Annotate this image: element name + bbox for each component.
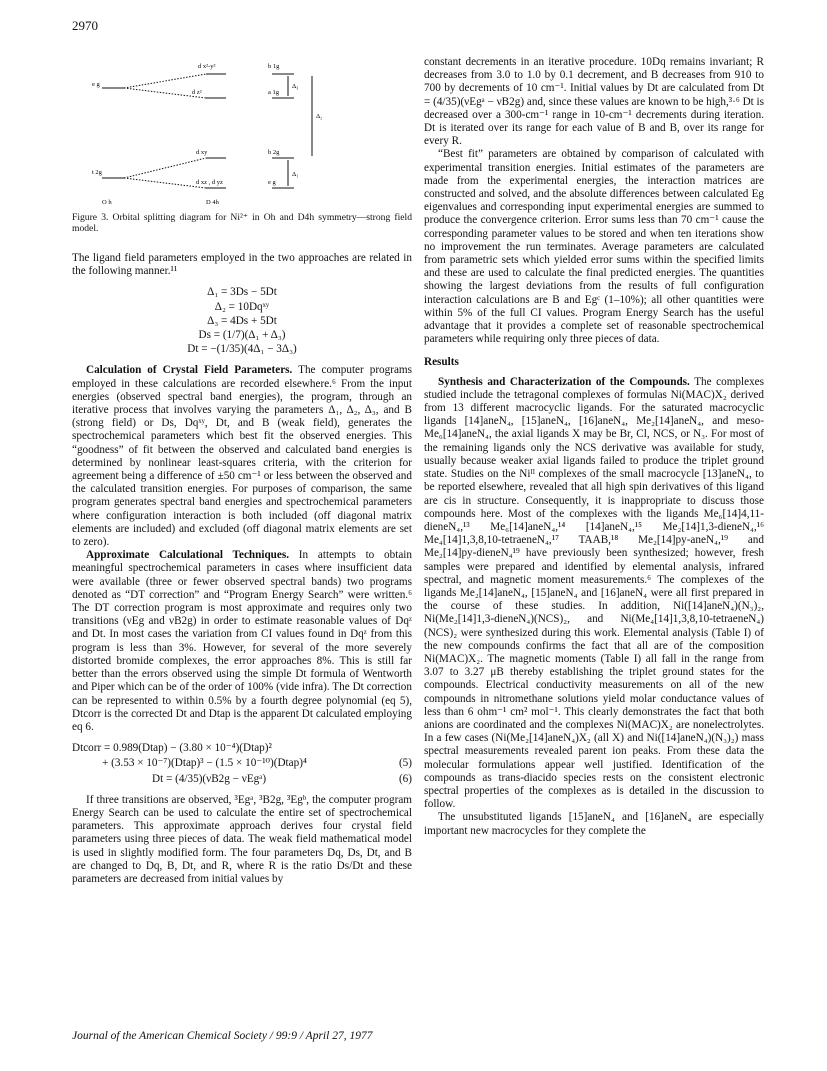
label-x2y2: d x²-y² bbox=[198, 63, 216, 70]
synthesis-body: The complexes studied include the tetragonal complexes of formulas Ni(MAC)X₂ derived from 13 different macrocyclic ligands. For the saturated macrocyclic ligands [14]aneN₄, [15]aneN₄, [16]aneN₄, Me₂[14]aneN₄, and meso-Me₆[14]aneN₄, the axial ligands X may be Br, Cl, NCS, or N₃. For most of the remaining ligands only the NCS derivative was available for study, usually because weaker axial ligands failed to produce the triplet ground state. Studies on the Niᴵᴵ complexes of the small macrocycle [13]aneN₄, to be reported elsewhere, revealed that all high spin derivatives of this ligand are cis in structure. Consequently, it is inappropriate to discuss those compounds here. Most of the complexes with the ligands Me₆[14]4,11-dieneN₄,¹³ Me₆[14]aneN₄,¹⁴ [14]aneN₄,¹⁵ Me₂[14]1,3-dieneN₄,¹⁶ Me₄[14]1,3,8,10-tetraeneN₄,¹⁷ TAAB,¹⁸ Me₂[14]py-aneN₄,¹⁹ and Me₂[14]py-dieneN₄¹⁹ have previously been synthesized; however, fresh samples were prepared and identified by elemental analysis, infrared spectral, and magnetic moment measurements.⁶ The complexes of the ligands Me₂[14]aneN₄, [15]aneN₄ and [16]aneN₄ were all first prepared in the course of these studies. In addition, Ni([14]aneN₄)(N₃)₂, Ni(Me₂[14]1,3-dieneN₄)(NCS)₂, and Ni(Me₄[14]1,3,8,10-tetraeneN₄)(NCS)₂ were synthesized during this work. Elemental analysis (Table I) of the new compounds confirms the fact that all are of the composition Ni(MAC)X₂. The magnetic moments (Table I) all fall in the range from 3.07 to 3.27 μB thereby establishing the triplet ground states for the compounds. Electrical conductivity measurements on all of the new compounds in nitromethane solutions yield molar conductance values of less than 6 ohm⁻¹ cm² mol⁻¹. This clearly demonstrates the fact that both anions are coordinated and the complexes Ni(MAC)X₂ are nonelectrolytes. In a few cases (Ni(Me₂[14]aneN₄)X₂ (all X) and Ni([14]aneN₄)(N₃)₂) mass spectral measurements revealed parent ion peaks. From these data the molecular formulations appear well justified. Identification of the compounds as trans-diacido species rests on the consistent electronic spectral properties of the complexes as is detailed in the discussion to follow. bbox=[424, 375, 764, 811]
equation-dtcorr: Dtcorr = 0.989(Dtap) − (3.80 × 10⁻⁴)(Dtap)² bbox=[72, 742, 272, 755]
equation-dtcorr-cont: + (3.53 × 10⁻⁷)(Dtap)³ − (1.5 × 10⁻¹⁰)(Dtap)⁴ bbox=[102, 757, 307, 770]
equation-1: Δ₁ = 3Ds − 5Dt bbox=[207, 286, 277, 299]
label-d3: Δ₃ bbox=[292, 83, 299, 90]
label-eg2: e g bbox=[268, 179, 276, 186]
orbital-diagram bbox=[72, 56, 412, 208]
synthesis-paragraph bbox=[424, 376, 764, 812]
right-column bbox=[424, 56, 764, 838]
left-column bbox=[72, 56, 412, 886]
approx-body: In attempts to obtain meaningful spectrochemical parameters in cases where insufficient data were available (three or fewer observed spectral bands) two programs denoted as “DT correction” and “Program Energy Search” were written.⁶ The DT correction program is most approximate and requires only two transitions (νEg and νB2g) in order to estimate reasonable values of Dqᶻ and Dt. In most cases the variation from CI values found in Dqᶻ from this program is less than 3%. However, for several of the more severely distorted bromide complexes, the error approaches 8%. This is still far better than the errors observed using the simple Dt formula of Wentworth and Piper which can be of the order of 100% (vide infra). The Dt correction can be represented to within 0.5% by a fourth degree polynomial (eq 5), Dtcorr is the corrected Dt and Dtap is the apparent Dt calculated employing eq 6. bbox=[72, 549, 413, 733]
page-number: 2970 bbox=[72, 18, 98, 33]
equation-2: Δ₂ = 10Dqˣʸ bbox=[214, 300, 270, 313]
approx-heading: Approximate Calculational Techniques. bbox=[86, 549, 290, 562]
continued-paragraph: constant decrements in an iterative procedure. 10Dq remains invariant; R decreases from 3.0 to 1.0 by 0.1 decrement, and B decreases from 910 to 700 by decrements of 10 cm⁻¹. Initial values by Dt are calculated from Dt = (4/35)(νEgᵃ − νB2g) and, since these values are known to be high,³·⁶ Dt is decreased over a 300-cm⁻¹ range in 10-cm⁻¹ decrements during iteration. Dt is iterated over its range for each value of B and B, over its range for every R. bbox=[424, 56, 765, 148]
figure-caption: Figure 3. Orbital splitting diagram for Ni²⁺ in Oh and D4h symmetry—strong field model. bbox=[72, 212, 412, 234]
label-xzyz: d xz , d yz bbox=[196, 179, 223, 186]
equation-number-6: (6) bbox=[398, 772, 412, 785]
label-b1g: b 1g bbox=[268, 63, 280, 70]
unsubstituted-paragraph: The unsubstituted ligands [15]aneN₄ and [16]aneN₄ are especially important new macrocycles for they complete the bbox=[424, 811, 764, 837]
label-t2g: t 2g bbox=[92, 169, 102, 176]
orbital-splitting-svg bbox=[72, 56, 412, 208]
calc-paragraph bbox=[72, 364, 412, 549]
equations-block bbox=[72, 286, 412, 356]
calc-body: The computer programs employed in these calculations are recorded elsewhere.⁶ From the input energies (observed spectral band energies), the program, through an iterative process that involves varying the parameters Δ₁, Δ₂, Δ₃, and B (strong field) or Ds, Dqˣʸ, Dt, and B (weak field), generates the spectrochemical parameters which best fit the observed energies. This “goodness” of fit between the observed and calculated band energies is determined by nonlinear least-squares criteria, with the criterion for agreement being a difference of ±50 cm⁻¹ or less between the observed and the calculated transition energies. For purposes of comparison, the same program generates spectral band energies and spectrochemical parameters where configuration interaction is both included (off diagonal matrix elements are included) and excluded (off diagonal matrix elements are set to zero). bbox=[72, 364, 412, 549]
label-d1: Δ₁ bbox=[292, 171, 299, 178]
equation-3: Δ₃ = 4Ds + 5Dt bbox=[207, 314, 277, 327]
label-eg: e g bbox=[92, 81, 100, 88]
label-d4h: D 4h bbox=[206, 199, 219, 206]
label-oh: O h bbox=[102, 199, 112, 206]
equation-5: Dt = −(1/35)(4Δ₁ − 3Δ₃) bbox=[187, 343, 297, 356]
ligand-field-intro: The ligand field parameters employed in the two approaches are related in the following manner.¹¹ bbox=[72, 252, 412, 278]
approx-paragraph bbox=[72, 549, 412, 734]
label-a1g: a 1g bbox=[268, 89, 280, 96]
journal-footer: Journal of the American Chemical Society / 99:9 / April 27, 1977 bbox=[72, 1030, 373, 1042]
label-z2: d z² bbox=[192, 89, 202, 96]
equation-4: Ds = (1/7)(Δ₁ + Δ₃) bbox=[198, 329, 286, 342]
dt-equations bbox=[72, 742, 412, 786]
results-heading: Results bbox=[424, 356, 459, 369]
label-b2g: b 2g bbox=[268, 149, 280, 156]
label-xy: d xy bbox=[196, 149, 208, 156]
equation-number-5: (5) bbox=[398, 757, 412, 770]
synthesis-heading: Synthesis and Characterization of the Compounds. bbox=[438, 375, 690, 388]
equation-dt: Dt = (4/35)(νB2g − νEgᵃ) bbox=[152, 772, 267, 785]
three-transitions-paragraph: If three transitions are observed, ³Egᵃ, ³B2g, ³Egᵇ, the computer program Energy Search can be used to calculate the entire set of spectrochemical parameters. This approximate approach derives four crystal field parameters using three pieces of data. The weak field mathematical model is used in slightly modified form. The four parameters Dq, Ds, Dt, and B are changed to Dq, B, Dt, and R, where R is the ratio Ds/Dt and these parameters are decreased from initial values by bbox=[72, 793, 412, 885]
best-fit-paragraph: “Best fit” parameters are obtained by comparison of calculated with experimental transition energies. Initial estimates of the parameters are made from the experimental energies, the interaction matrices are constructed and solved, and the absolute differences between calculated Eg eigenvalues and corresponding input experimental energies are summed to produce the convergence criterion. Error sums less than 70 cm⁻¹ cause the corresponding parameter values to be stored and when ten iterations show no improvement the run terminates. Average parameters are calculated from parametric sets which yielded error sums within the specified limits and these are used to calculate the final predicted energies. The quantities showing the largest deviations from the results of full configuration interaction calculations are B and Egᶜ (1–10%); all other quantities were within 5% of the full CI values. Program Energy Search has the useful advantage that it provides a complete set of reasonable spectrochemical parameters while requiring only three pieces of data. bbox=[424, 148, 764, 346]
label-d2: Δ₂ bbox=[316, 113, 323, 120]
calc-heading: Calculation of Crystal Field Parameters. bbox=[86, 364, 293, 377]
